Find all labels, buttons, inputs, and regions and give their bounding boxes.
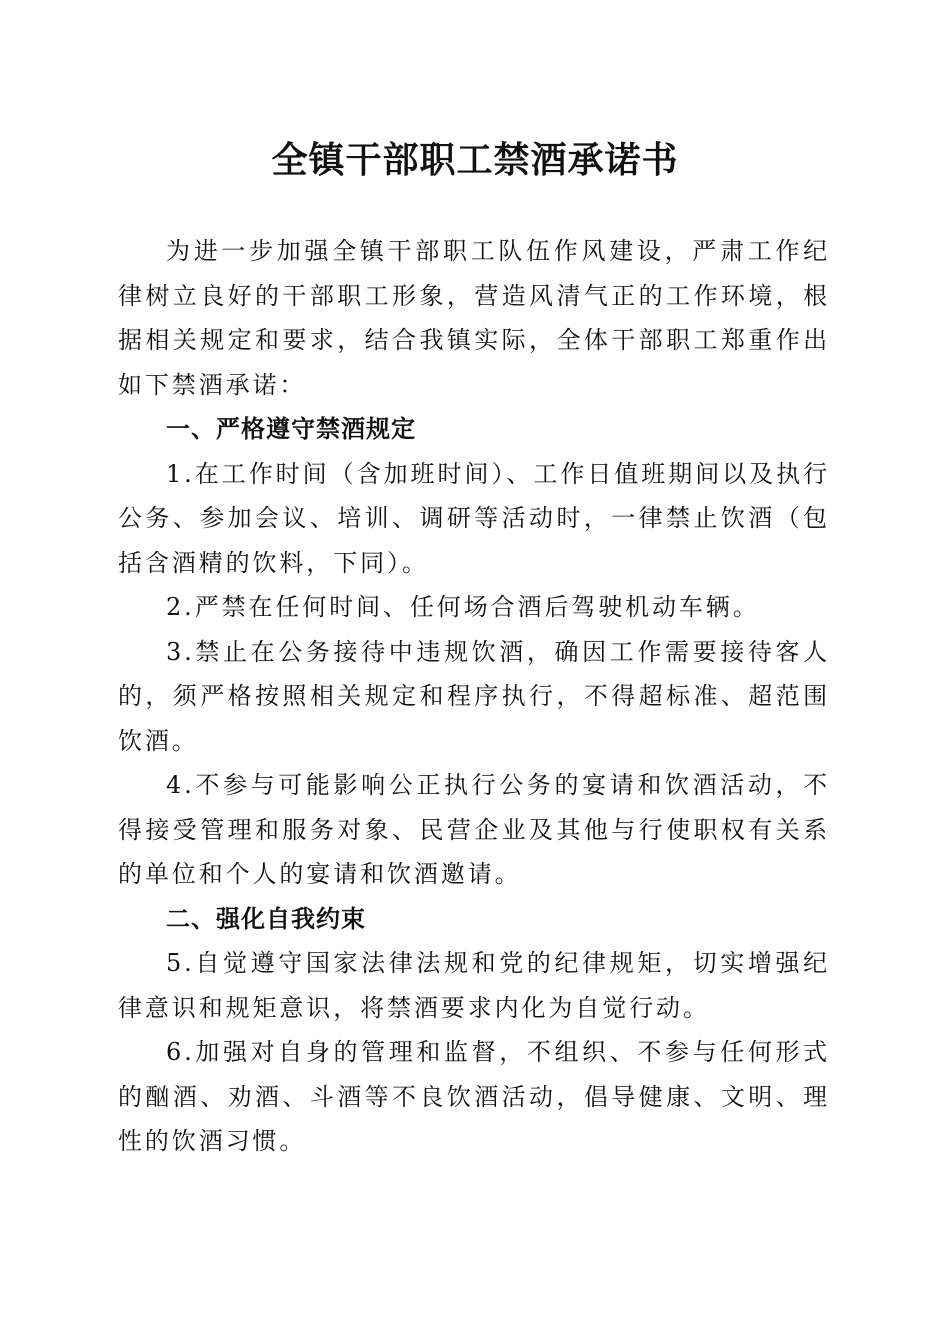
document-title: 全镇干部职工禁酒承诺书 xyxy=(271,139,679,181)
rule-item-2: 2.严禁在任何时间、任何场合酒后驾驶机动车辆。 xyxy=(166,593,760,621)
rule-item-5: 5.自觉遵守国家法律法规和党的纪律规矩，切实增强纪律意识和规矩意识，将禁酒要求内化为自觉行动。 xyxy=(118,949,830,1022)
section-heading-1: 一、严格遵守禁酒规定 xyxy=(166,415,416,443)
intro-paragraph: 为进一步加强全镇干部职工队伍作风建设，严肃工作纪律树立良好的干部职工形象，营造风清气正的工作环境，根据相关规定和要求，结合我镇实际，全体干部职工郑重作出如下禁酒承诺： xyxy=(118,237,830,399)
rule-item-1: 1.在工作时间（含加班时间）、工作日值班期间以及执行公务、参加会议、培训、调研等活动时，一律禁止饮酒（包括含酒精的饮料，下同）。 xyxy=(118,459,830,577)
section-heading-2: 二、强化自我约束 xyxy=(166,904,366,933)
document-body xyxy=(118,229,830,1164)
rule-item-3: 3.禁止在公务接待中违规饮酒，确因工作需要接待客人的，须严格按照相关规定和程序执行，不得超标准、超范围饮酒。 xyxy=(118,637,830,755)
rule-item-6: 6.加强对自身的管理和监督，不组织、不参与任何形式的酗酒、劝酒、斗酒等不良饮酒活动，倡导健康、文明、理性的饮酒习惯。 xyxy=(118,1038,830,1155)
rule-item-4: 4.不参与可能影响公正执行公务的宴请和饮酒活动，不得接受管理和服务对象、民营企业及其他与行使职权有关系的单位和个人的宴请和饮酒邀请。 xyxy=(118,771,830,888)
